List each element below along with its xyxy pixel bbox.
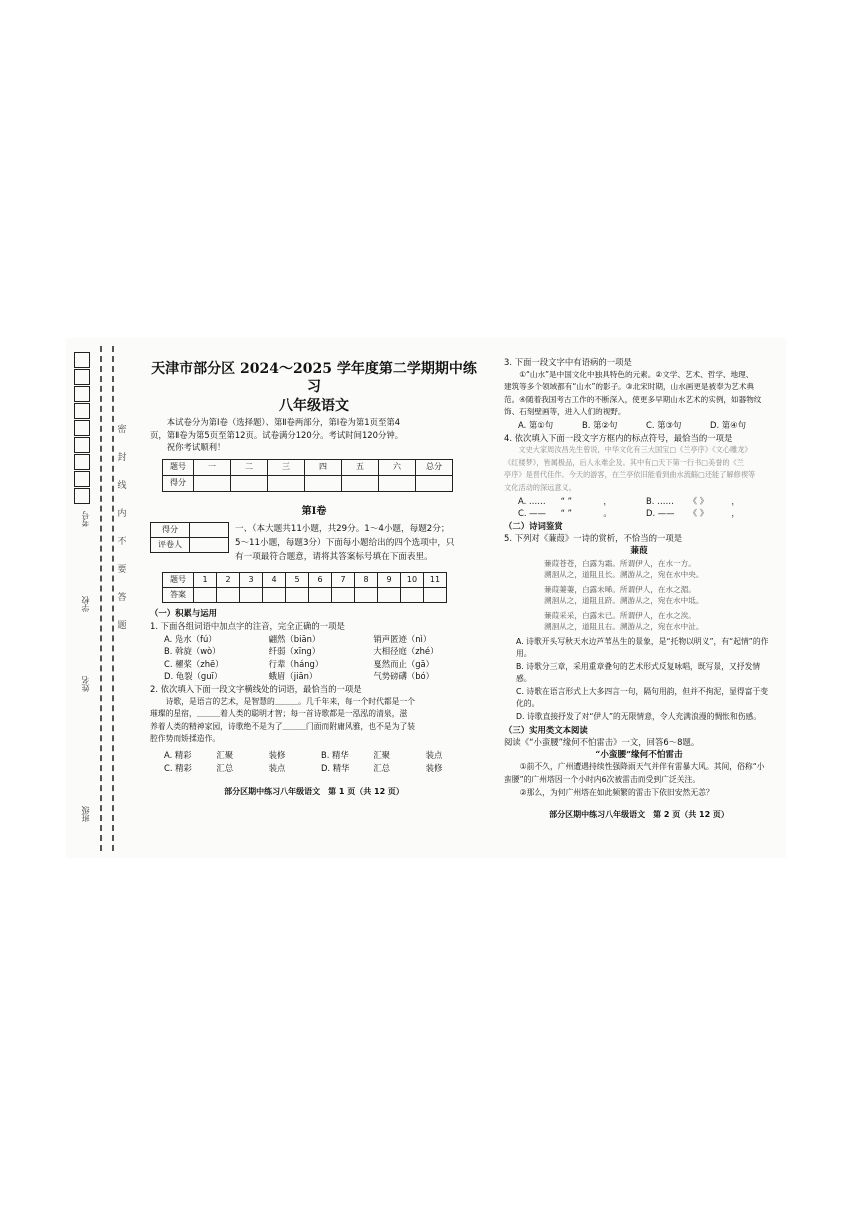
instr-line: 有一项最符合题意，请将其答案标号填在下面表里。 bbox=[235, 552, 433, 563]
answer-header: 11 bbox=[424, 573, 447, 588]
page-footer: 部分区期中练习八年级语文 第 2 页（共 12 页） bbox=[549, 810, 729, 820]
option: 《 》 bbox=[688, 495, 709, 506]
number-box bbox=[74, 369, 90, 385]
grade-cell[interactable] bbox=[305, 475, 342, 491]
option: 气势磅礴（bó） bbox=[373, 671, 435, 682]
reading-intro: 阅读《“小蛮腰”缘何不怕雷击》一文，回答6～8题。 bbox=[504, 737, 700, 748]
option: 《 》 bbox=[688, 508, 709, 519]
option: B. 斡旋（wò） bbox=[164, 646, 221, 657]
seal-notice bbox=[116, 416, 128, 640]
question-2: 2. 依次填入下面一段文字横线处的词语，最恰当的一项是 bbox=[150, 683, 362, 694]
grade-header: 一 bbox=[194, 459, 231, 475]
q2-text: 腔作势而矫揉造作。 bbox=[150, 734, 221, 744]
answer-cell[interactable] bbox=[217, 588, 240, 603]
exam-number-label: 考号 bbox=[81, 511, 90, 527]
q4-text: 亭序》是晋代佳作。今天的游客，在兰亭依旧能看到曲水流觞□还能了解修禊等 bbox=[504, 470, 756, 480]
answer-header: 8 bbox=[355, 573, 378, 588]
option: “ ” bbox=[560, 508, 573, 519]
grade-cell[interactable] bbox=[342, 475, 379, 491]
poem-title: 蒹葭 bbox=[630, 545, 648, 556]
number-box bbox=[74, 488, 90, 504]
grade-header: 六 bbox=[379, 459, 416, 475]
option: 装点 bbox=[268, 762, 286, 773]
part-heading: （三）实用类文本阅读 bbox=[504, 724, 588, 735]
class-label: 班级 bbox=[81, 806, 90, 822]
q4-option-row bbox=[504, 507, 774, 520]
option: D. 精华 bbox=[320, 762, 350, 773]
grade-header: 二 bbox=[231, 459, 268, 475]
option: 汇聚 bbox=[373, 749, 391, 760]
poem-line: 蒹葭苍苍，白露为霜。所谓伊人，在水一方。 bbox=[544, 558, 696, 568]
score-cell[interactable] bbox=[190, 523, 229, 538]
q4-text: 文化活动的深远意义。 bbox=[504, 482, 576, 492]
seal-char: 内 bbox=[117, 509, 127, 519]
instr-line: 5～11小题，每题3分）下面每小题给出的四个选项中，只 bbox=[235, 538, 455, 549]
answer-cell[interactable] bbox=[424, 588, 447, 603]
q1-option-row bbox=[150, 670, 478, 683]
option: D. —— bbox=[646, 508, 675, 519]
poem-line: 溯洄从之，道阻且跻。溯游从之，宛在水中坻。 bbox=[544, 595, 704, 605]
intro-line: 本试卷分为第Ⅰ卷（选择题）、第Ⅱ卷两部分，第Ⅰ卷为第1页至第4 bbox=[166, 417, 401, 427]
option: C. 第③句 bbox=[646, 419, 682, 430]
answer-header: 7 bbox=[332, 573, 355, 588]
seal-char: 答 bbox=[117, 593, 127, 603]
grade-header: 五 bbox=[342, 459, 379, 475]
option: C. 精彩 bbox=[164, 762, 192, 773]
answer-cell[interactable] bbox=[240, 588, 263, 603]
q3-text: 饰、石刻壁画等，进入人们的视野。 bbox=[504, 407, 626, 417]
q4-text: 文史大家周汝昌先生曾说，中华文化有三大国宝□《兰亭序》《文心雕龙》 bbox=[518, 445, 752, 455]
option: C. —— bbox=[518, 508, 546, 519]
option: 。 bbox=[603, 508, 612, 519]
option: 纤弱（xīng） bbox=[268, 646, 321, 657]
grader-cell[interactable] bbox=[190, 538, 229, 553]
answer-cell[interactable] bbox=[401, 588, 424, 603]
grade-header: 三 bbox=[268, 459, 305, 475]
number-box bbox=[74, 420, 90, 436]
option: 装修 bbox=[425, 762, 443, 773]
option: D. 龟裂（guī） bbox=[164, 671, 223, 682]
cut-line bbox=[100, 346, 102, 851]
answer-header: 10 bbox=[401, 573, 424, 588]
option: 行辈（háng） bbox=[268, 658, 324, 669]
q2-text: 璀璨的星宿，＿＿＿着人类的聪明才智；每一首诗歌都是一泓泓的清泉，滋 bbox=[150, 709, 408, 719]
q4-text: 《红楼梦》，皆属极品，后人永难企及。其中有□天下第一行书□美誉的《兰 bbox=[504, 457, 744, 467]
poem-line: 溯洄从之，道阻且右。溯游从之，宛在水中沚。 bbox=[544, 621, 704, 631]
q3-text: ①“山水”是中国文化中独具特色的元素。②文学、艺术、哲学、地理、 bbox=[519, 369, 754, 379]
q5-option: B. 诗歌分三章，采用重章叠句的艺术形式反复咏唱，既写景，又抒发情感。 bbox=[516, 661, 761, 684]
q2-option-row bbox=[150, 762, 478, 775]
option: C. 櫂桨（zhē） bbox=[164, 658, 224, 669]
option: ， bbox=[731, 495, 740, 506]
option: A. 凫水（fú） bbox=[164, 633, 217, 644]
question-4: 4. 依次填入下面一段文字方框内的标点符号，最恰当的一项是 bbox=[504, 432, 733, 443]
grade-row-label: 得分 bbox=[163, 475, 194, 491]
answer-cell[interactable] bbox=[286, 588, 309, 603]
answer-cell[interactable] bbox=[332, 588, 355, 603]
q2-text: 诗歌，是语言的艺术，是智慧的＿＿＿。几千年来，每一个时代都是一个 bbox=[165, 696, 416, 706]
score-label: 得分 bbox=[151, 523, 190, 538]
grade-cell[interactable] bbox=[194, 475, 231, 491]
q5-option: D. 诗歌直接抒发了对“伊人”的无限情意，令人充满浪漫的惆怅和伤感。 bbox=[516, 712, 762, 722]
option: 销声匿迹（nì） bbox=[373, 633, 432, 644]
answer-cell[interactable] bbox=[309, 588, 332, 603]
grade-cell[interactable] bbox=[268, 475, 305, 491]
grade-cell[interactable] bbox=[379, 475, 416, 491]
score-box bbox=[150, 522, 229, 564]
number-box bbox=[74, 386, 90, 402]
exam-subtitle: 八年级语文 bbox=[279, 398, 349, 414]
option: A. 第①句 bbox=[518, 419, 554, 430]
grade-cell[interactable] bbox=[416, 475, 453, 491]
option: B. 第②句 bbox=[582, 419, 618, 430]
article-paragraph: ①前不久，广州遭遇持续性强降雨天气并伴有雷暴大风。其间，俗称“小 bbox=[519, 762, 765, 772]
section-title: 第Ⅰ卷 bbox=[301, 505, 327, 517]
article-paragraph: 蛮腰”的广州塔因一个小时内6次被雷击而受到广泛关注。 bbox=[504, 775, 701, 785]
answer-cell[interactable] bbox=[194, 588, 217, 603]
number-box bbox=[74, 471, 90, 487]
number-box bbox=[74, 437, 90, 453]
option: 大相径庭（zhé） bbox=[373, 646, 439, 657]
section-instructions bbox=[235, 522, 478, 564]
option: 汇总 bbox=[373, 762, 391, 773]
answer-table bbox=[162, 572, 447, 603]
question-3: 3. 下面一段文字中有语病的一项是 bbox=[504, 357, 632, 367]
seal-char: 线 bbox=[117, 481, 127, 491]
q3-text: 范。④随着我国考古工作的不断深入，使更多早期山水艺术的实例，如器物纹 bbox=[504, 394, 762, 404]
option: B. …… bbox=[646, 495, 674, 506]
option: ， bbox=[603, 495, 612, 506]
option: 蛾眉（jiān） bbox=[268, 671, 318, 682]
seal-char: 不 bbox=[117, 537, 127, 547]
option: “ ” bbox=[560, 495, 573, 506]
answer-header: 6 bbox=[309, 573, 332, 588]
option: 翩然（biān） bbox=[268, 633, 321, 644]
grade-table bbox=[162, 459, 453, 492]
instr-line: 一、（本大题共11小题，共29分。1～4小题，每题2分； bbox=[235, 524, 450, 535]
poem-line: 蒹葭萋萋，白露未晞。所谓伊人，在水之湄。 bbox=[544, 584, 696, 594]
part-heading: （二）诗词鉴赏 bbox=[504, 520, 563, 531]
answer-header: 9 bbox=[378, 573, 401, 588]
q2-option-row bbox=[150, 749, 478, 762]
part-heading: （一）积累与运用 bbox=[150, 608, 217, 619]
number-box bbox=[74, 454, 90, 470]
article-title: “小蛮腰”缘何不怕雷击 bbox=[595, 749, 683, 760]
q1-option-row bbox=[150, 658, 478, 671]
number-box bbox=[74, 352, 90, 368]
answer-header: 题号 bbox=[163, 573, 194, 588]
answer-row-label: 答案 bbox=[163, 588, 194, 603]
intro-line: 页，第Ⅱ卷为第5页至第12页。试卷满分120分。考试时间120分钟。 bbox=[150, 429, 404, 440]
number-box bbox=[74, 403, 90, 419]
q5-option: C. 诗歌在语言形式上大多四言一句，隔句用韵，但并不拘泥，显得富于变化的。 bbox=[516, 686, 769, 709]
q1-option-row bbox=[150, 645, 478, 658]
grade-cell[interactable] bbox=[231, 475, 268, 491]
exam-number-boxes bbox=[74, 352, 90, 505]
grade-header: 题号 bbox=[163, 459, 194, 475]
binding-strip bbox=[72, 346, 132, 851]
option: 汇总 bbox=[216, 762, 234, 773]
page-1 bbox=[150, 360, 478, 799]
option: 戛然而止（gā） bbox=[373, 658, 435, 669]
grade-header: 四 bbox=[305, 459, 342, 475]
option: A. …… bbox=[518, 495, 546, 506]
option: D. 第④句 bbox=[710, 419, 747, 430]
option: A. 精彩 bbox=[164, 749, 192, 760]
poem bbox=[504, 558, 774, 632]
option: 汇聚 bbox=[216, 749, 234, 760]
page-footer: 部分区期中练习八年级语文 第 1 页（共 12 页） bbox=[224, 787, 404, 797]
grade-header: 总分 bbox=[416, 459, 453, 475]
q4-option-row bbox=[504, 495, 774, 508]
seal-char: 要 bbox=[117, 565, 127, 575]
q3-option-row bbox=[504, 419, 774, 432]
answer-header: 5 bbox=[286, 573, 309, 588]
q1-option-row bbox=[150, 633, 478, 646]
answer-header: 2 bbox=[217, 573, 240, 588]
grader-label: 评卷人 bbox=[151, 538, 190, 553]
seal-char: 密 bbox=[117, 425, 127, 435]
question-1: 1. 下面各组词语中加点字的注音，完全正确的一项是 bbox=[150, 620, 345, 631]
option: 装点 bbox=[425, 749, 443, 760]
poem-line: 蒹葭采采，白露未已。所谓伊人，在水之涘。 bbox=[544, 610, 696, 620]
answer-cell[interactable] bbox=[263, 588, 286, 603]
intro-line: 祝你考试顺利！ bbox=[166, 442, 226, 453]
answer-header: 1 bbox=[194, 573, 217, 588]
option: B. 精华 bbox=[320, 749, 349, 760]
answer-cell[interactable] bbox=[355, 588, 378, 603]
question-5: 5. 下列对《蒹葭》一诗的赏析，不恰当的一项是 bbox=[504, 533, 683, 544]
q3-text: 建筑等多个领域都有“山水”的影子。③北宋时期，山水画更是被奉为艺术典 bbox=[504, 382, 755, 392]
answer-cell[interactable] bbox=[378, 588, 401, 603]
seal-char: 封 bbox=[117, 453, 127, 463]
poem-line: 溯洄从之，道阻且长。溯游从之，宛在水中央。 bbox=[544, 569, 704, 579]
q5-option: A. 诗歌开头写秋天水边芦苇丛生的景象，是“托物以明义”，有“起情”的作用。 bbox=[516, 636, 769, 659]
answer-header: 3 bbox=[240, 573, 263, 588]
q2-text: 养着人类的精神家园，诗歌绝不是为了＿＿＿门面而附庸风雅，也不是为了装 bbox=[150, 721, 416, 731]
page-2 bbox=[504, 356, 774, 822]
cut-line bbox=[112, 346, 114, 851]
answer-header: 4 bbox=[263, 573, 286, 588]
option: 装修 bbox=[268, 749, 286, 760]
exam-title: 天津市部分区 2024～2025 学年度第二学期期中练习 bbox=[151, 361, 477, 395]
name-label: 姓名 bbox=[81, 676, 90, 692]
option: ， bbox=[731, 508, 740, 519]
article-paragraph: ②那么，为何广州塔在如此频繁的雷击下依旧安然无恙？ bbox=[519, 787, 714, 797]
school-label: 学校 bbox=[81, 596, 90, 612]
seal-char: 题 bbox=[117, 621, 127, 631]
